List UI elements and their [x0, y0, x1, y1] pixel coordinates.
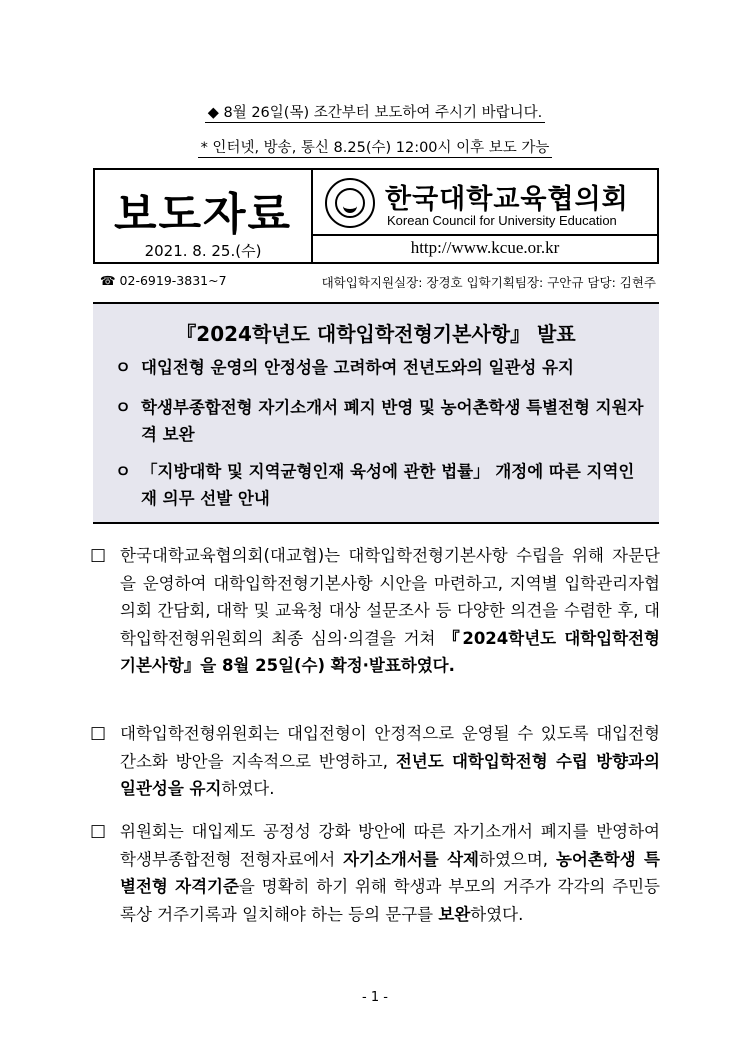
embargo-online-notice: [0, 136, 750, 157]
bold-run: 전년도 대학입학전형 수립 방향과의 일관성을 유지: [120, 751, 660, 798]
organization-name-korean: 한국대학교육협의회: [385, 184, 629, 215]
summary-point-text: 「지방대학 및 지역균형인재 육성에 관한 법률」 개정에 따른 지역인재 의무 선발 안내: [141, 462, 635, 508]
paragraph-text: [120, 720, 660, 803]
seal-emblem: [343, 199, 357, 213]
text-run: 한국대학교육협의회(대교협)는 대학입학전형기본사항 수립을 위해 자문단을 운영하여 대학입학전형기본사항 시안을 마련하고, 지역별 입학관리자협의회 간담회, 대학 및 교육청 대상 설문조사 등 다양한 의견을 수렴한 후, 대학입학전형위원회의 최종 심의·의결을 거쳐: [120, 546, 660, 648]
press-header: [93, 168, 659, 264]
embargo-line-1: ◆ 8월 26일(목) 조간부터 보도하여 주시기 바랍니다.: [205, 105, 546, 123]
paragraph-text: [120, 818, 660, 928]
checkbox-bullet: □: [90, 545, 107, 565]
press-date: 2021. 8. 25.(수): [144, 242, 262, 260]
text-run: 하였으며,: [479, 849, 556, 869]
seal-inner-ring: [335, 188, 365, 218]
phone-number: ☎ 02-6919-3831~7: [100, 273, 227, 288]
summary-box: [93, 302, 659, 524]
text-run: 하였다.: [470, 904, 524, 924]
summary-title: 『2024학년도 대학입학전형기본사항』 발표: [176, 322, 576, 346]
bold-run: 보완: [438, 904, 471, 924]
summary-point: [115, 394, 645, 448]
body-paragraph: [90, 720, 660, 803]
summary-point: [115, 354, 645, 381]
staff-contacts: 대학입학지원실장: 장경호 입학기획팀장: 구안규 담당: 김현주: [321, 275, 656, 290]
checkbox-bullet: □: [90, 821, 107, 841]
text-run: 을 명확히 하기 위해 학생과 부모의 거주가 각각의 주민등록상 거주기록과 일치해야 하는 등의 문구를: [120, 877, 660, 924]
bold-run: 농어촌학생 특별전형 자격기준: [120, 849, 660, 896]
paragraph-text: [120, 542, 660, 680]
summary-point: [115, 458, 645, 512]
page-number: - 1 -: [362, 990, 388, 1005]
text-run: 대학입학전형위원회는 대입전형이 안정적으로 운영될 수 있도록 대입전형 간소화 방안을 지속적으로 반영하고,: [120, 724, 660, 771]
bullet-mark: ㅇ: [115, 462, 131, 481]
organization-name-english: Korean Council for University Education: [387, 213, 617, 228]
body-paragraph: [90, 818, 660, 928]
kcue-seal-logo: [325, 178, 375, 228]
bold-run: 자기소개서를 삭제: [343, 849, 479, 869]
text-run: 위원회는 대입제도 공정성 강화 방안에 따른 자기소개서 폐지를 반영하여 학생부종합전형 전형자료에서: [120, 822, 660, 869]
checkbox-bullet: □: [90, 723, 107, 743]
text-run: 하였다.: [221, 779, 275, 798]
bullet-mark: ㅇ: [115, 358, 131, 377]
embargo-notice: [0, 101, 750, 122]
bullet-mark: ㅇ: [115, 398, 131, 417]
press-title: 보도자료: [113, 189, 292, 240]
bold-run: 『2024학년도 대학입학전형기본사항』을 8월 25일(수) 확정·발표하였다.: [120, 628, 660, 675]
organization-cell: [313, 170, 657, 236]
press-title-cell: [95, 170, 313, 262]
organization-url[interactable]: http://www.kcue.or.kr: [410, 238, 560, 257]
body-paragraph: [90, 542, 660, 680]
embargo-line-2: * 인터넷, 방송, 통신 8.25(수) 12:00시 이후 보도 가능: [198, 140, 553, 158]
summary-point-text: 학생부종합전형 자기소개서 폐지 반영 및 농어촌학생 특별전형 지원자격 보완: [141, 398, 644, 444]
summary-point-text: 대입전형 운영의 안정성을 고려하여 전년도와의 일관성 유지: [141, 358, 574, 377]
